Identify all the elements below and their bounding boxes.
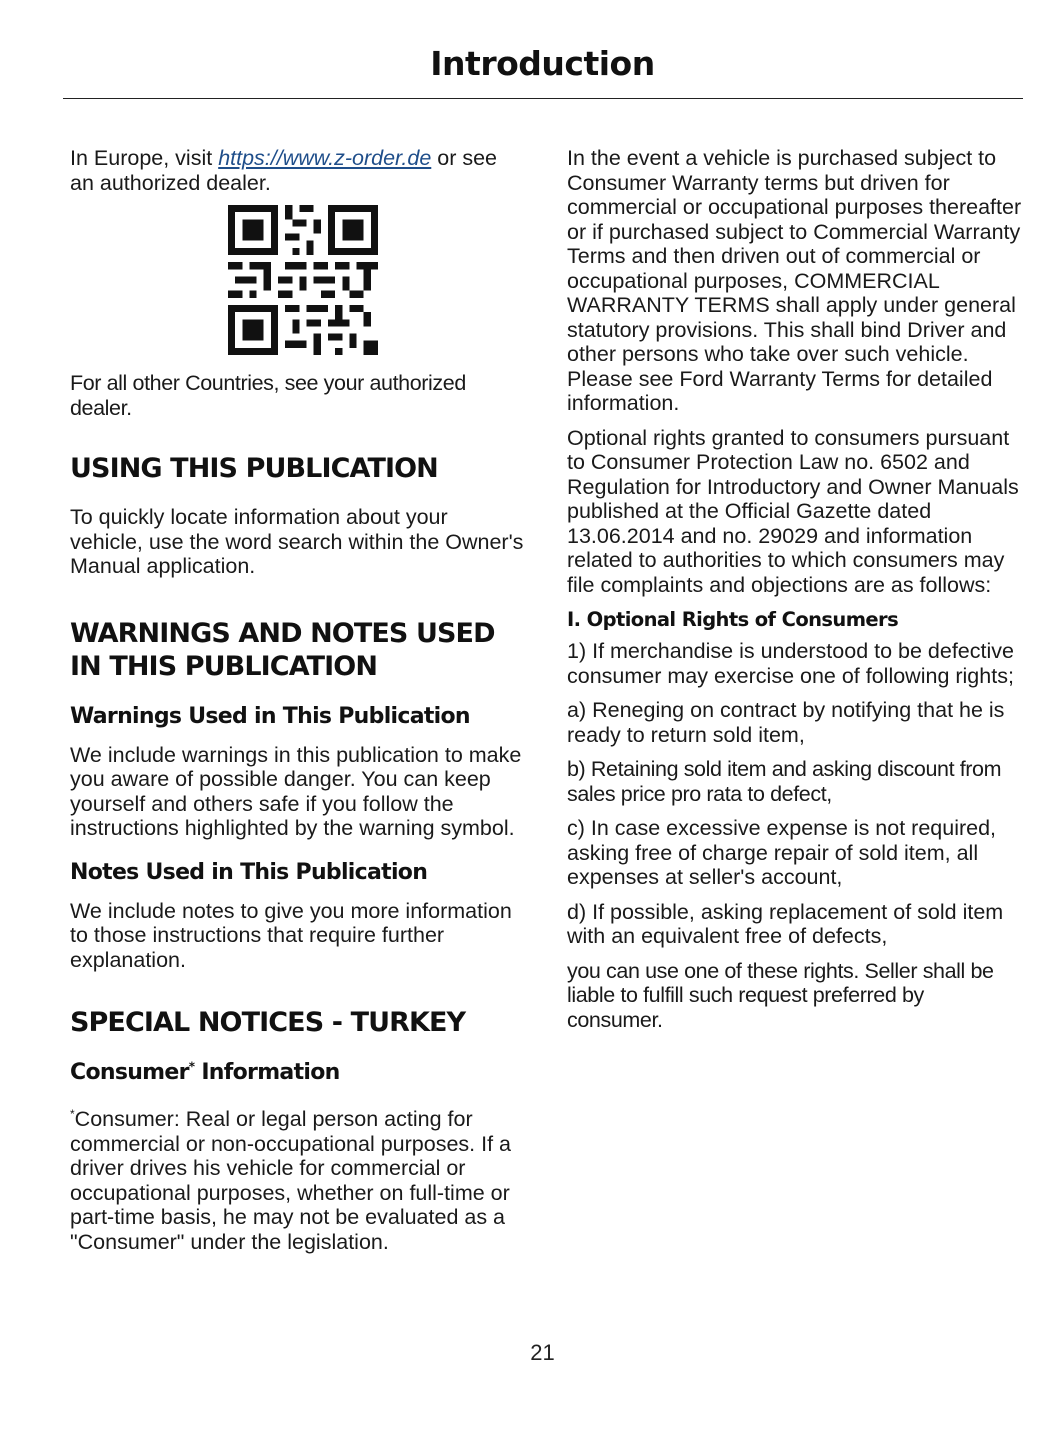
notes-text: We include notes to give you more information to those instructions that require further explanation. — [70, 898, 512, 972]
notes-subheading: Notes Used in This Publication — [70, 859, 428, 885]
warranty-terms-paragraph: In the event a vehicle is purchased subject to Consumer Warranty terms but driven for commercial or occupational purposes thereafter or if purchased subject to Commercial Warranty Terms and then driven out of commercial or occupational purposes, COMMERCIAL WARRANTY TERMS shall apply under general statutory provisions. This shall bind Driver and other persons who take over such vehicle. Please see Ford Warranty Terms for detailed information. — [567, 146, 1022, 415]
consumer-definition: *Consumer: Real or legal person acting for commercial or non-occupational purposes. If a driver drives his vehicle for commercial or occupational purposes, whether on full-time or part-time basis, he may not be evaluated as a "Consumer" under the legislation. — [70, 1106, 511, 1254]
special-notices-heading: SPECIAL NOTICES - TURKEY — [70, 1007, 466, 1038]
optional-rights-intro: Optional rights granted to consumers pursuant to Consumer Protection Law no. 6502 and Regulation for Introductory and Owner Manuals published at the Official Gazette dated 13.06.2014 and no. 29029 and information related to authorities to which consumers may file complaints and objections are as follows: — [567, 425, 1019, 597]
rights-item-a: a) Reneging on contract by notifying that he is ready to return sold item, — [567, 698, 1005, 747]
rights-item-d: d) If possible, asking replacement of sold item with an equivalent free of defects, — [567, 899, 1004, 948]
page-title: Introduction — [430, 44, 655, 83]
left-column — [70, 146, 525, 1264]
rights-item-c: c) In case excessive expense is not required, asking free of charge repair of sold item, all expenses at seller's account, — [567, 816, 997, 889]
rights-closing: you can use one of these rights. Seller shall be liable to fulfill such request preferred by consumer. — [567, 958, 994, 1032]
other-countries-paragraph: For all other Countries, see your authorized dealer. — [70, 371, 466, 420]
rights-item-1: 1) If merchandise is understood to be defective consumer may exercise one of following rights; — [567, 639, 1014, 688]
warnings-subheading: Warnings Used in This Publication — [70, 703, 470, 729]
z-order-link[interactable]: https://www.z-order.de — [218, 146, 432, 170]
header-divider — [63, 98, 1023, 99]
right-column — [567, 146, 1022, 1042]
using-publication-text: To quickly locate information about your vehicle, use the word search within the Owner's Manual application. — [70, 505, 524, 578]
page-number: 21 — [530, 1340, 555, 1365]
footnote-marker: * — [70, 1106, 75, 1121]
rights-item-b: b) Retaining sold item and asking discount from sales price pro rata to defect, — [567, 757, 1002, 806]
qr-code-container — [70, 205, 525, 355]
optional-rights-heading: I. Optional Rights of Consumers — [567, 608, 899, 631]
warnings-text: We include warnings in this publication to make you aware of possible danger. You can keep yourself and others safe if you follow the instructions highlighted by the warning symbol. — [70, 742, 522, 840]
warnings-notes-heading: WARNINGS AND NOTES USED IN THIS PUBLICATION — [70, 617, 495, 682]
footnote-marker: * — [188, 1059, 195, 1074]
qr-code[interactable] — [228, 205, 378, 355]
europe-paragraph: In Europe, visit https://www.z-order.de or see an authorized dealer. — [70, 146, 498, 195]
consumer-information-heading: Consumer* Information — [70, 1059, 340, 1085]
using-publication-heading: USING THIS PUBLICATION — [70, 453, 438, 484]
